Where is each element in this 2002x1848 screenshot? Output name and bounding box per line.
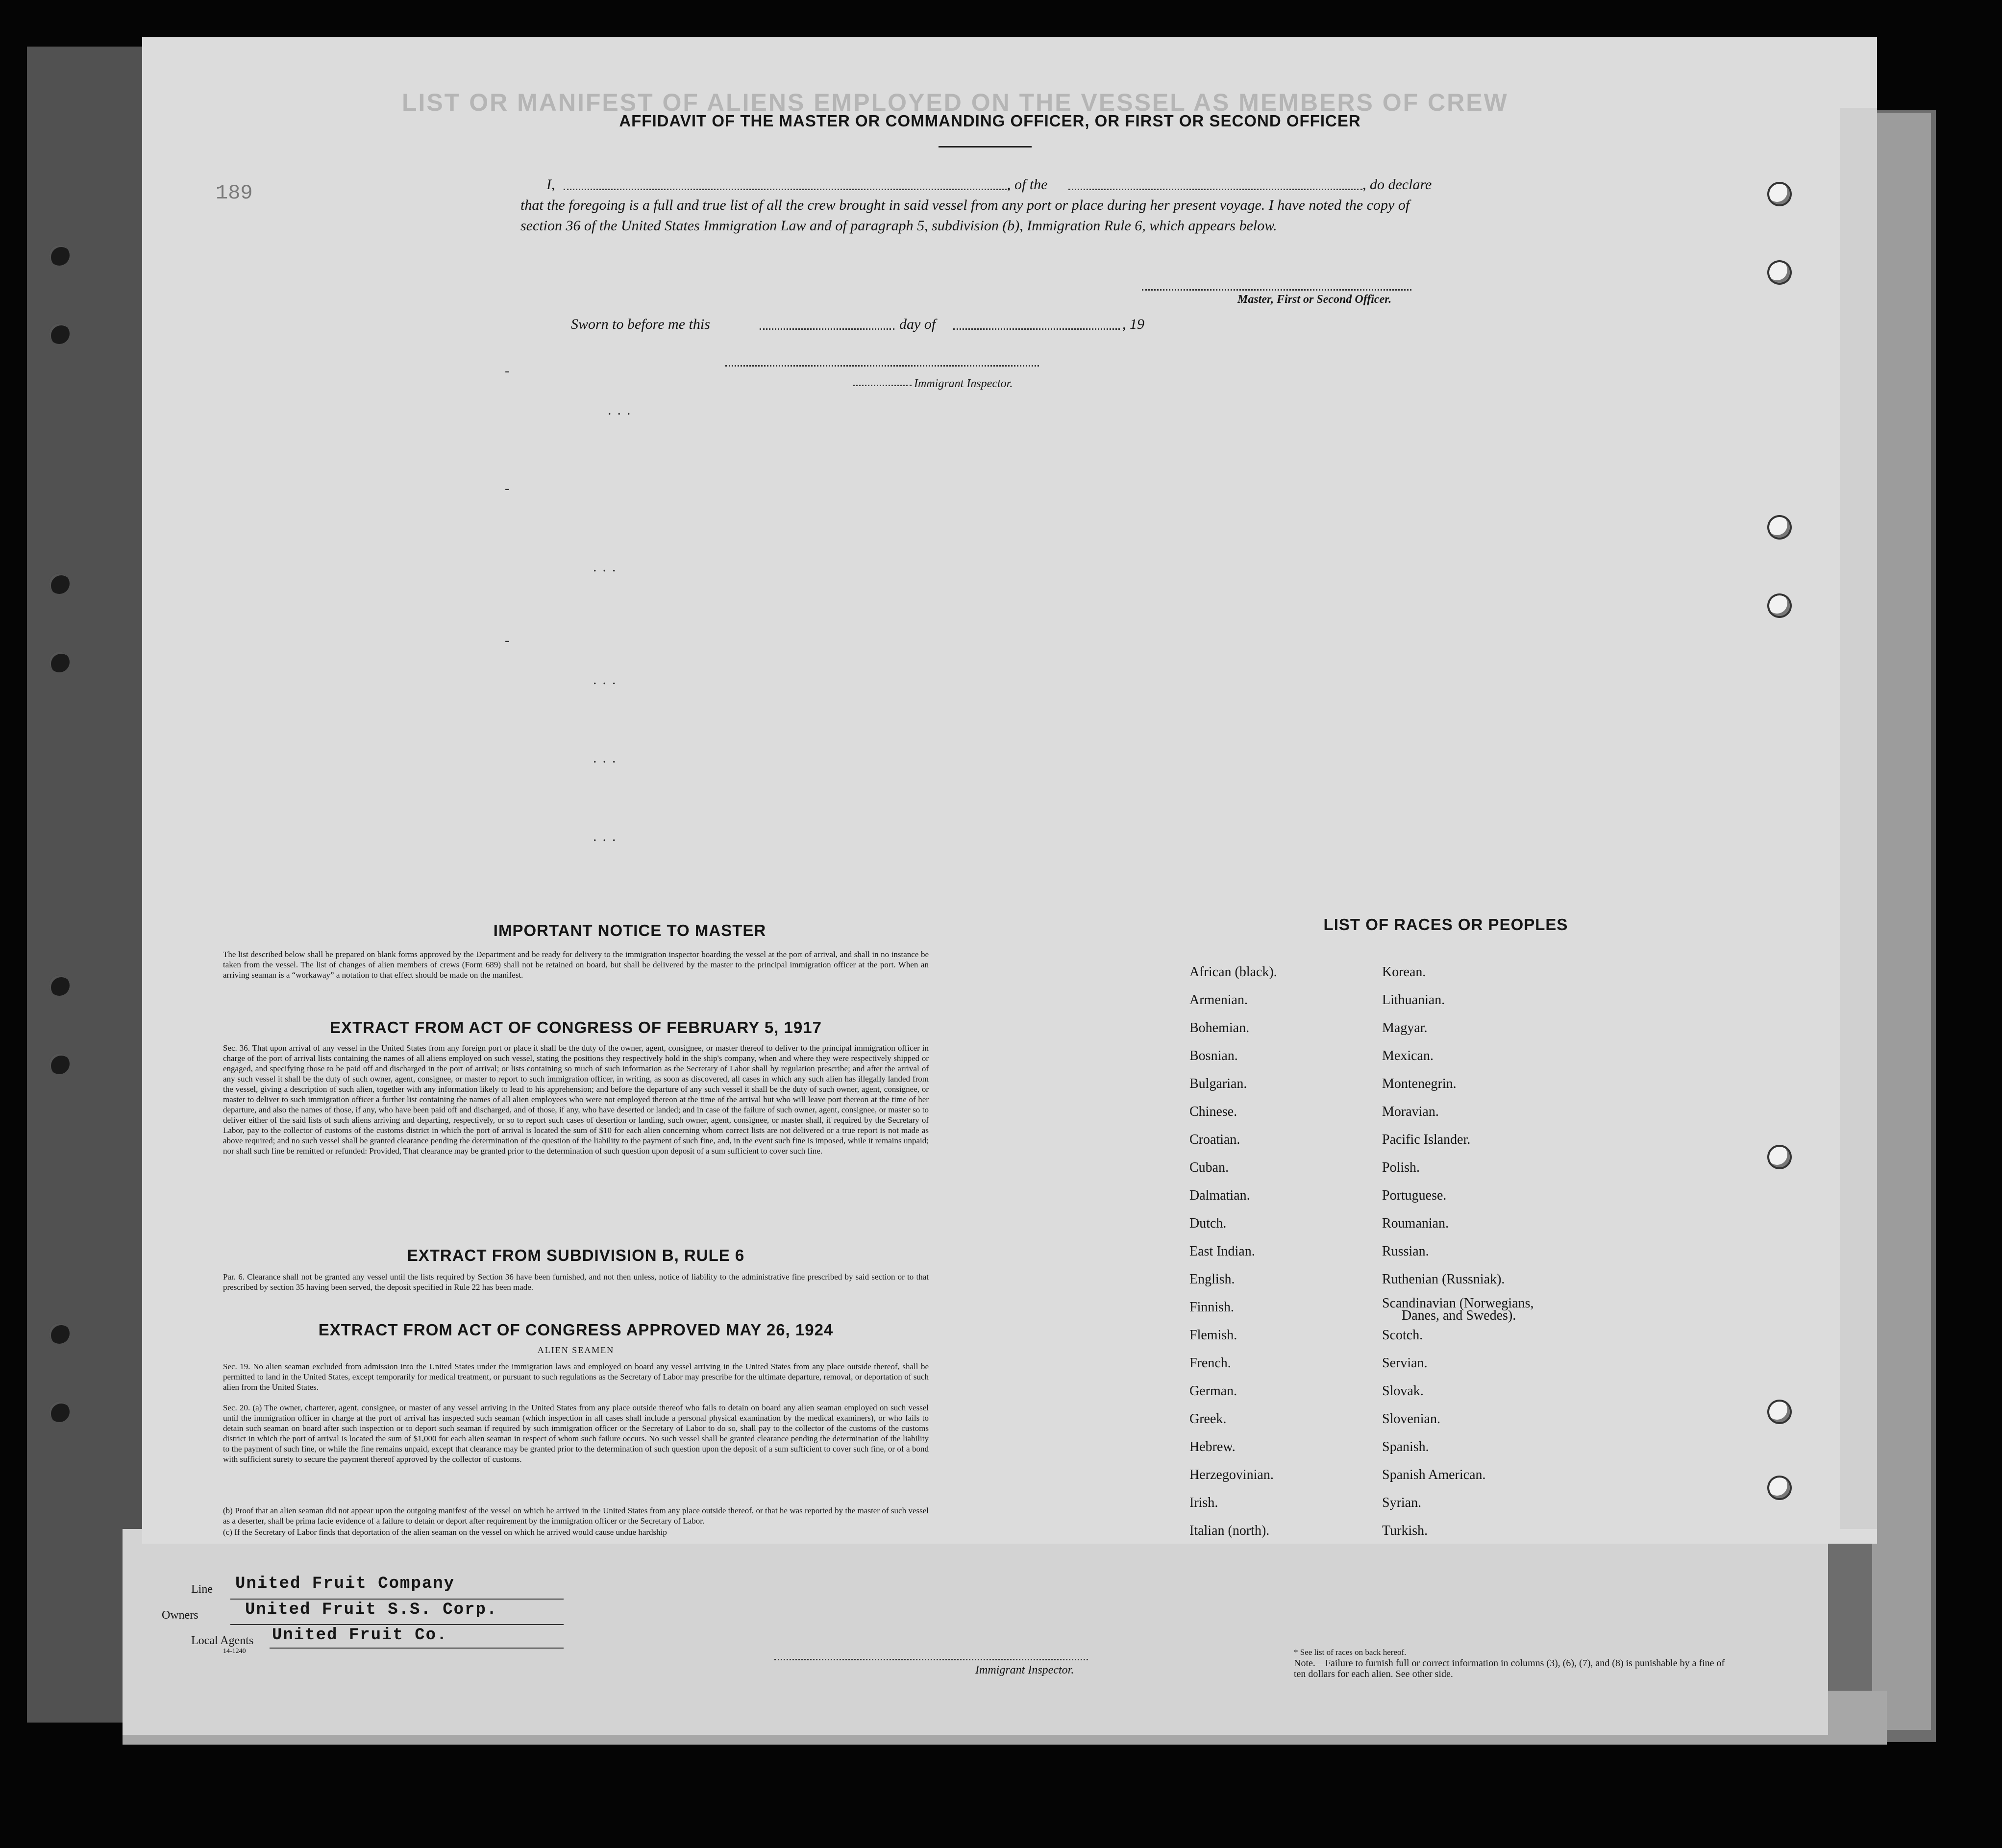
race-item: Spanish. (1382, 1439, 1429, 1454)
race-item: Magyar. (1382, 1020, 1428, 1035)
day-of: day of (899, 316, 936, 332)
race-item: Irish. (1189, 1495, 1218, 1510)
race-item: Pacific Islander. (1382, 1132, 1471, 1147)
race-item: Croatian. (1189, 1132, 1240, 1147)
race-item: Greek. (1189, 1411, 1227, 1427)
race-item: Bosnian. (1189, 1048, 1238, 1063)
punch-hole-icon (1769, 595, 1790, 616)
owners-underline (230, 1624, 564, 1625)
sworn-day-line (760, 328, 894, 330)
line-underline (230, 1599, 564, 1600)
race-item: Roumanian. (1382, 1216, 1449, 1231)
punch-hole-icon (49, 1054, 70, 1074)
race-item: English. (1189, 1272, 1235, 1287)
affidavit-i: I, (546, 176, 555, 193)
race-item: Scotch. (1382, 1328, 1423, 1343)
inspector-line-short (853, 385, 912, 386)
title-rule (939, 146, 1032, 148)
extract-1917-body: Sec. 36. That upon arrival of any vessel in the United States from any foreign port or place it shall be the duty of the owner, agent, consignee, or master thereof to deliver to the principal immigration officer in charge of the port of arrival lists containing the names of all aliens employed on such vessel, stating the positions they respectively hold in the ship's company, when and where they were respectively shipped or engaged, and specifying those to be paid off and discharged in the port of arrival; or lists containing so much of such information as the Secretary of Labor shall by regulation prescribe; and after the arrival of any such vessel it shall be the duty of such owner, agent, consignee, or master to report to such immigration officer, in writing, as soon as discovered, all cases in which any such alien has illegally landed from the vessel, giving a description of such alien, together with any information likely to lead to his apprehension; and before the departure of any such vessel it shall be the duty of such owner, agent, consignee, or master to deliver to such immigration officer a further list containing the names of all alien employees who were not employed thereon at the time of the arrival but who will leave port thereon at the time of her departure, and also the names of those, if any, who have been paid off and discharged, and of those, if any, who have deserted or landed; and in case of the failure of such owner, agent, consignee, or master so to deliver either of the said lists of such aliens arriving and departing, respectively, or so to report such cases of desertion or landing, such owner, agent, consignee, or master shall, if required by the Secretary of Labor, pay to the collector of customs of the customs district in which the port of arrival is located the sum of $10 for each alien concerning whom correct lists are not delivered or a true report is not made as above required; and no such vessel shall be granted clearance pending the determination of the question of the liability to the payment of such fine, and, in the event such fine is imposed, while it remains unpaid; nor shall such fine be remitted or refunded: Provided, That clearance may be granted prior to the determination of such question upon deposit of a sum sufficient to cover such fine. (223, 1043, 929, 1156)
race-item: African (black). (1189, 964, 1277, 980)
footnote-note: Note.—Failure to furnish full or correct information in columns (3), (6), (7), and (8) is punishable by a fine of ten dollars for each alien. See other side. (1294, 1658, 1725, 1679)
owners-value: United Fruit S.S. Corp. (245, 1601, 498, 1619)
race-item: Scandinavian (Norwegians, Danes, and Swedes). (1382, 1296, 1534, 1323)
back-sheet-edge (1872, 113, 1931, 1730)
bottom-inspector-line (774, 1659, 1088, 1660)
race-item: Flemish. (1189, 1328, 1237, 1343)
right-sheet-edge (1840, 108, 1877, 1529)
notice-body: The list described below shall be prepared on blank forms approved by the Department and be ready for delivery to the immigration inspector boarding the vessel at the port of arrival, and shall in no instance be taken from the vessel. The list of changes of alien members of crews (Form 689) shall not be retained on board, but shall be delivered by the master to the principal immigration officer at the port. When an arriving seaman is a “workaway” a notation to that effect should be made on the manifest. (223, 950, 929, 980)
punch-hole-icon (49, 573, 70, 594)
race-item: Mexican. (1382, 1048, 1434, 1063)
inspector-line (725, 365, 1039, 367)
faint-header: LIST OR MANIFEST OF ALIENS EMPLOYED ON THE VESSEL AS MEMBERS OF CREW (402, 89, 1508, 116)
punch-hole-icon (49, 323, 70, 344)
race-item: Armenian. (1189, 992, 1248, 1008)
extract-rule6-body: Par. 6. Clearance shall not be granted any vessel until the lists required by Section 36 have been furnished, and not then unless, notice of liability to the administrative fine prescribed by said section or to that prescribed by section 35 having been served, the deposit specified in Rule 22 has been made. (223, 1272, 929, 1292)
line-label: Line (191, 1583, 213, 1596)
punch-hole-icon (49, 1402, 70, 1422)
name-field-line (564, 189, 1010, 190)
race-item: Italian (north). (1189, 1523, 1270, 1538)
race-item: Dutch. (1189, 1216, 1227, 1231)
punch-hole-icon (49, 245, 70, 266)
race-item: Herzegovinian. (1189, 1467, 1274, 1482)
punch-hole-icon (1769, 1478, 1790, 1498)
race-item: Servian. (1382, 1355, 1428, 1371)
signature-label: Master, First or Second Officer. (1237, 293, 1392, 306)
notice-title: IMPORTANT NOTICE TO MASTER (493, 921, 766, 939)
sworn-text: Sworn to before me this (571, 316, 710, 332)
sec20-body: Sec. 20. (a) The owner, charterer, agent, consignee, or master of any vessel arriving in the United States from any place outside thereof who fails to detain on board any alien seaman employed on such vessel until the immigration officer in charge at the port of arrival has inspected such seaman (which inspection in all cases shall include a personal physical examination by the medical examiners), or who fails to detain such seaman on board after such inspection or to deport such seaman if required by such immigration officer or the Secretary of Labor to do so, shall pay to the collector of the customs of the customs district in which the port of arrival is located the sum of $1,000 for each alien seaman in respect of whom such failure occurs. No such vessel shall be granted clearance pending the determination of the liability to the payment of such fine, or while the fine remains unpaid, except that clearance may be granted prior to the determination of such question upon the deposit of a sum sufficient to cover such fine, or of a bond with sufficient surety to secure the payment thereof approved by the collector of customs. (223, 1403, 929, 1464)
punch-hole-icon (49, 1323, 70, 1344)
race-item: Syrian. (1382, 1495, 1422, 1510)
punch-hole-icon (1769, 1402, 1790, 1422)
sec19-body: Sec. 19. No alien seaman excluded from admission into the United States under the immigration laws and employed on board any vessel arriving in the United States from any place outside thereof, shall be permitted to land in the United States, except temporarily for medical treatment, or pursuant to such regulations as the Secretary of Labor may prescribe for the ultimate departure, removal, or deportation of such alien from the United States. (223, 1362, 929, 1392)
footnote-races: * See list of races on back hereof. (1294, 1648, 1407, 1657)
race-item: German. (1189, 1383, 1237, 1399)
race-item: Spanish American. (1382, 1467, 1486, 1482)
race-item: French. (1189, 1355, 1231, 1371)
extract-1917-title: EXTRACT FROM ACT OF CONGRESS OF FEBRUARY 5, 1917 (330, 1018, 822, 1036)
agents-value: United Fruit Co. (272, 1626, 448, 1645)
race-item: Moravian. (1382, 1104, 1439, 1119)
race-item: East Indian. (1189, 1244, 1255, 1259)
race-item: Korean. (1382, 964, 1426, 980)
sworn-month-line (953, 328, 1120, 330)
owners-label: Owners (162, 1609, 198, 1622)
dash-mark: - (505, 480, 516, 496)
affidavit-title: AFFIDAVIT OF THE MASTER OR COMMANDING OFFICER, OR FIRST OR SECOND OFFICER (619, 112, 1361, 130)
races-column-2 (1382, 958, 1533, 1545)
alien-seamen-subtitle: ALIEN SEAMEN (537, 1345, 615, 1355)
dash-mark: ... (593, 828, 622, 844)
left-stamp: 189 (216, 181, 253, 205)
affidavit-body: that the foregoing is a full and true list of all the crew brought in said vessel from any port or place during her present voyage. I have noted the copy of section 36 of the United States Immigration Law and of paragraph 5, subdivision (b), Immigration Rule 6, which appears below. (520, 197, 1410, 234)
affidavit-of-the: , of the (1007, 176, 1048, 193)
punch-hole-icon (1769, 184, 1790, 204)
signature-line (1142, 289, 1411, 291)
vessel-field-line (1068, 189, 1362, 190)
race-item: Dalmatian. (1189, 1188, 1250, 1203)
extract-rule6-title: EXTRACT FROM SUBDIVISION B, RULE 6 (407, 1246, 745, 1264)
punch-hole-icon (49, 975, 70, 996)
race-item: Slovak. (1382, 1383, 1424, 1399)
race-item: Hebrew. (1189, 1439, 1236, 1454)
race-item: Finnish. (1189, 1300, 1235, 1315)
race-item: Cuban. (1189, 1160, 1229, 1175)
secc-body: (c) If the Secretary of Labor finds that deportation of the alien seaman on the vessel on which he arrived would cause undue hardship (223, 1528, 667, 1537)
agents-underline (270, 1648, 564, 1649)
race-item: Lithuanian. (1382, 992, 1445, 1008)
race-item: Bohemian. (1189, 1020, 1250, 1035)
punch-hole-icon (1769, 517, 1790, 538)
race-item: Russian. (1382, 1244, 1429, 1259)
dash-mark: ... (593, 750, 622, 766)
race-item: Portuguese. (1382, 1188, 1447, 1203)
races-column-1 (1189, 958, 1277, 1545)
punch-hole-icon (49, 652, 70, 672)
race-item-continuation: Danes, and Swedes). (1402, 1308, 1516, 1323)
race-item: Slovenian. (1382, 1411, 1440, 1427)
inspector-label: Immigrant Inspector. (914, 377, 1013, 390)
extract-1924-title: EXTRACT FROM ACT OF CONGRESS APPROVED MAY 26, 1924 (318, 1321, 834, 1339)
race-item: Polish. (1382, 1160, 1420, 1175)
race-item: Turkish. (1382, 1523, 1428, 1538)
race-item: Montenegrin. (1382, 1076, 1457, 1091)
agents-label: Local Agents (191, 1634, 254, 1647)
dash-mark: - (505, 363, 516, 379)
dash-mark: - (505, 632, 516, 648)
affidavit-declare: , do declare (1362, 176, 1432, 193)
year-prefix: , 19 (1122, 316, 1144, 332)
dash-mark: ... (593, 671, 622, 688)
bottom-inspector-label: Immigrant Inspector. (975, 1664, 1074, 1676)
dash-mark: ... (608, 402, 637, 418)
main-sheet (142, 37, 1877, 1544)
race-item: Chinese. (1189, 1104, 1237, 1119)
dash-mark: ... (593, 559, 622, 575)
race-item: Ruthenian (Russniak). (1382, 1272, 1505, 1287)
punch-hole-icon (1769, 262, 1790, 283)
race-item: Bulgarian. (1189, 1076, 1247, 1091)
punch-hole-icon (1769, 1147, 1790, 1167)
secb-body: (b) Proof that an alien seaman did not appear upon the outgoing manifest of the vessel on which he arrived in the United States from any place outside thereof, or that he was reported by the master of such vessel as a deserter, shall be prima facie evidence of a failure to detain or deport after requirement by the immigration officer or the Secretary of Labor. (223, 1506, 929, 1526)
line-value: United Fruit Company (235, 1575, 455, 1593)
form-number: 14-1240 (223, 1648, 246, 1655)
races-title: LIST OF RACES OR PEOPLES (1323, 915, 1568, 934)
